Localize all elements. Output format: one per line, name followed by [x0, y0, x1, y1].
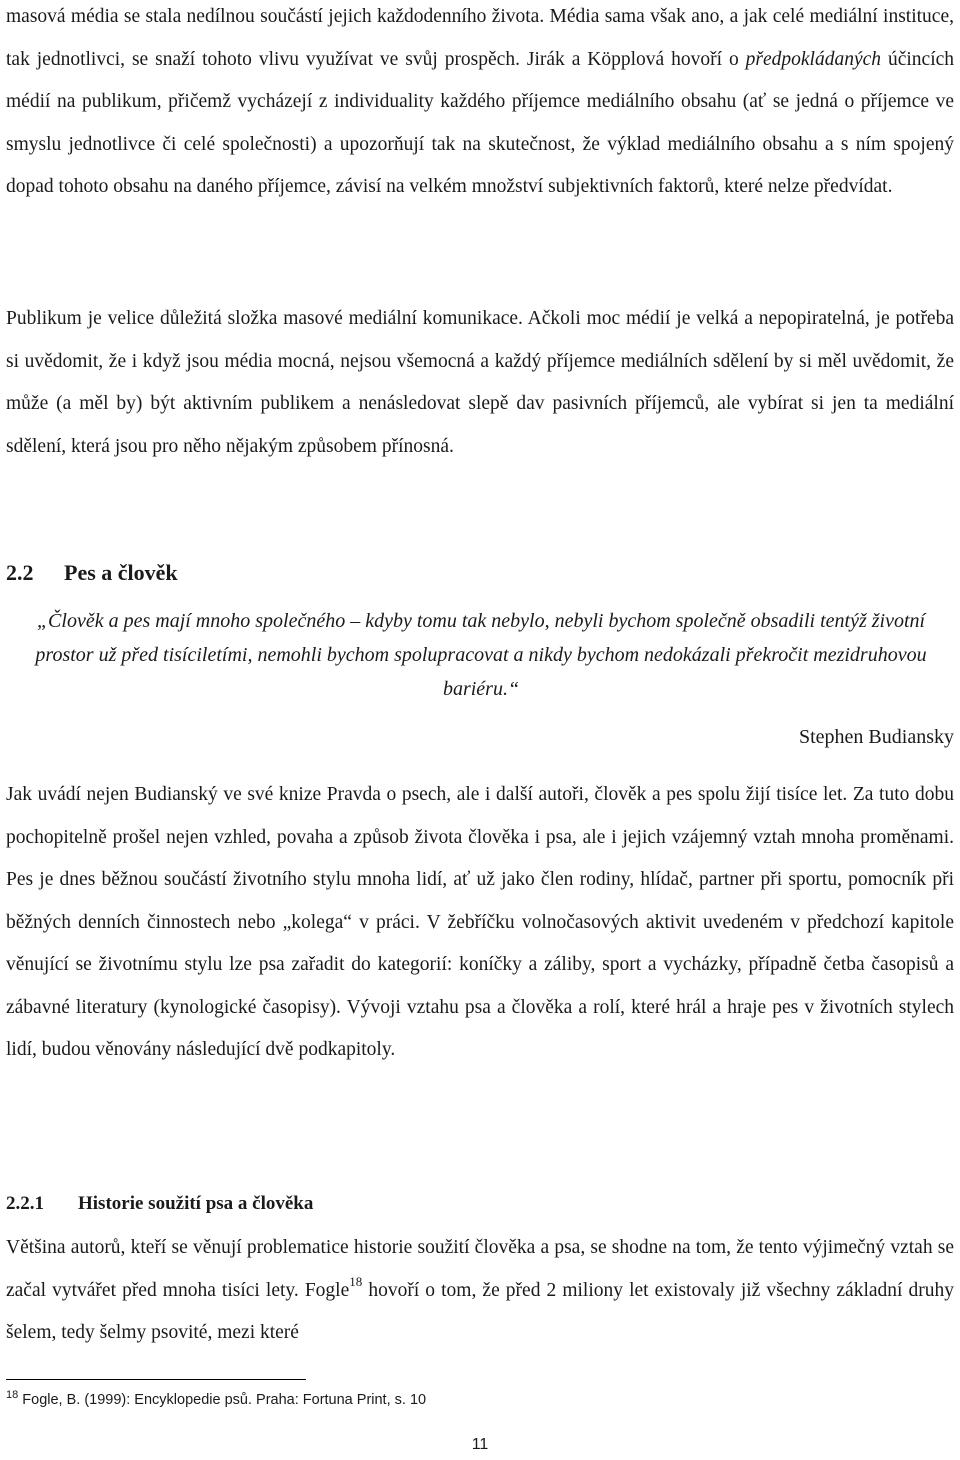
paragraph-audience: Publikum je velice důležitá složka masové mediální komunikace. Ačkoli moc médií je velká a nepopiratelná, je potřeba si uvědomit, že i když jsou média mocná, nejsou všemocná a každý příjemce mediálních sdělení by si měl uvědomit, že může (a měl by) být aktivním publikem a nenásledovat slepě dav pasivních příjemců, ale vybírat si jen ta mediální sdělení, která jsou pro něho nějakým způsobem přínosná. [6, 308, 954, 457]
quote-author: Stephen Budiansky [799, 726, 954, 748]
paragraph-text: masová média se stala nedílnou součástí jejich každodenního života. Média sama však ano, a jak celé mediální instituce, tak jednotlivci, se snaží tohoto vlivu využívat ve svůj prospěch. Jirák a Köpplová hovoří o [6, 6, 954, 70]
paragraph-history [6, 1227, 954, 1355]
section-title: Historie soužití psa a člověka [78, 1193, 314, 1214]
section-heading-2-2 [6, 560, 178, 586]
paragraph-media-effects [6, 0, 954, 209]
footnote-reference[interactable]: 18 [349, 1273, 363, 1289]
footnote-separator [6, 1379, 306, 1380]
paragraph-text: Většina autorů, kteří se věnují problematice historie soužití člověka a psa, se shodne na tom, že tento výjimečný vztah se začal vytvářet před mnoha tisíci lety. Fogle [6, 1237, 954, 1301]
paragraph-text: hovoří o tom, že před 2 miliony let existovaly již všechny základní druhy šelem, tedy šelmy psovité, mezi které [6, 1279, 954, 1343]
section-number: 2.2.1 [6, 1193, 44, 1214]
section-number: 2.2 [6, 560, 34, 585]
section-heading-2-2-1 [6, 1193, 313, 1215]
footnote [6, 1389, 427, 1408]
paragraph-dog-human: Jak uvádí nejen Budianský ve své knize Pravda o psech, ale i další autoři, člověk a pes spolu žijí tisíce let. Za tuto dobu pochopitelně prošel nejen vzhled, povaha a způsob života člověka i psa, ale i jejich vzájemný vztah mnoha proměnami. Pes je dnes běžnou součástí životního stylu mnoha lidí, ať už jako člen rodiny, hlídač, partner při sportu, pomocník při běžných denních činnostech nebo „kolega“ v práci. V žebříčku volnočasových aktivit uvedeném v předchozí kapitole věnující se životnímu stylu lze psa zařadit do kategorií: koníčky a záliby, sport a vycházky, případně četba časopisů a zábavné literatury (kynologické časopisy). Vývoji vztahu psa a člověka a rolí, které hrál a hraje pes v životních stylech lidí, budou věnovány následující dvě podkapitoly. [6, 784, 954, 1060]
epigraph-quote: „Člověk a pes mají mnoho společného – kdyby tomu tak nebylo, nebyli bychom společně obsadili tentýž životní prostor už před tisíciletími, nemohli bychom spolupracovat a nikdy bychom nedokázali překročit mezidruhovou bariéru.“ [35, 610, 927, 700]
page-number: 11 [471, 1436, 489, 1453]
emphasis-text: předpokládaných [745, 48, 882, 70]
footnote-marker: 18 [6, 1389, 19, 1401]
section-title: Pes a člověk [64, 560, 178, 585]
paragraph-text: účincích médií na publikum, přičemž vycházejí z individuality každého příjemce mediálního obsahu (ať se jedná o příjemce ve smyslu jednotlivce či celé společnosti) a upozorňují tak na skutečnost, že výklad mediálního obsahu a s ním spojený dopad tohoto obsahu na daného příjemce, závisí na velkém množství subjektivních faktorů, které nelze předvídat. [6, 48, 955, 197]
footnote-text: Fogle, B. (1999): Encyklopedie psů. Praha: Fortuna Print, s. 10 [22, 1392, 427, 1408]
